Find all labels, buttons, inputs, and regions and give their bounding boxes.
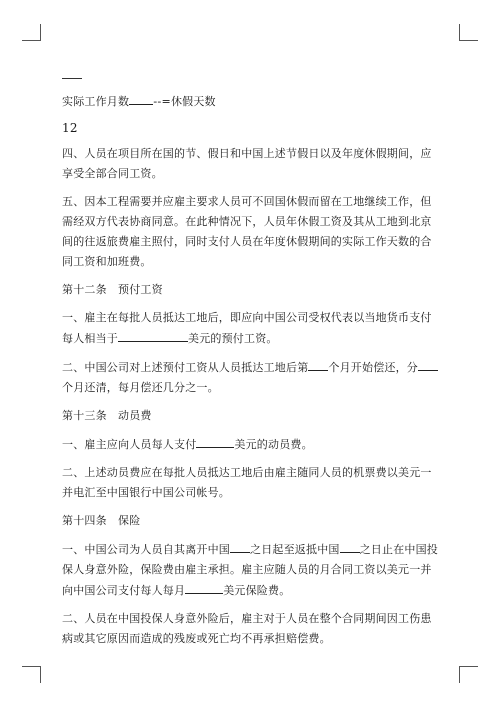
crop-mark-top-left-h bbox=[22, 40, 40, 41]
document-body bbox=[62, 60, 442, 657]
crop-mark-top-left-v bbox=[40, 24, 41, 41]
blank-field bbox=[196, 434, 234, 448]
clause-text: 美元的预付工资。 bbox=[188, 332, 278, 345]
fraction-rule bbox=[62, 78, 82, 79]
clause-text: 一、雇主应向人员每人支付 bbox=[62, 438, 197, 451]
paragraph-5: 五、因本工程需要并应雇主要求人员可不回国休假而留在工地继续工作，但需经双方代表协商同意。在此种情况下，人员年休假工资及其从工地到北京间的往返旅费雇主照付，同时支付人员在年度休假期间的实际工作天数的合同工资和加班费。 bbox=[62, 195, 432, 268]
denominator-number: 12 bbox=[62, 121, 78, 135]
blank-field bbox=[118, 328, 188, 342]
paragraph-4: 四、人员在项目所在国的节、假日和中国上述节假日以及年度休假期间，应享受全部合同工资。 bbox=[62, 147, 432, 180]
clause-text: 一、中国公司为人员自其离开中国 bbox=[62, 543, 230, 556]
article-13-heading: 第十三条 动员费 bbox=[62, 409, 152, 422]
blank-field bbox=[129, 91, 153, 105]
clause-text: 之日起至返抵中国 bbox=[250, 543, 340, 556]
blank-field bbox=[308, 357, 328, 371]
blank-field bbox=[418, 357, 438, 371]
crop-mark-top-right-h bbox=[460, 40, 478, 41]
clause-text: 一、雇主在每批人员抵达工地后，即应向中国公司受权代表以当地货币支付每人相当于 bbox=[62, 311, 432, 345]
formula-text-2: --=休假天数 bbox=[153, 95, 216, 108]
clause-text: 美元保险费。 bbox=[223, 584, 291, 597]
article-12-clause-2 bbox=[62, 357, 442, 398]
clause-text: 之日止在中国投保人身意外险，保险费由雇主承担。雇主应随人员的月合同工资以美元一并向中国公司支付每人每月 bbox=[62, 543, 439, 597]
article-13-clause-1 bbox=[62, 434, 442, 455]
blank-field bbox=[185, 580, 223, 594]
crop-mark-bottom-left-v bbox=[40, 666, 41, 683]
blank-field bbox=[230, 539, 250, 553]
formula-text: 实际工作月数 bbox=[62, 95, 130, 108]
clause-text: 个月开始偿还，分 bbox=[328, 361, 419, 374]
clause-text: 二、中国公司对上述预付工资从人员抵达工地后第 bbox=[62, 361, 309, 374]
crop-mark-bottom-right-v bbox=[459, 666, 460, 683]
crop-mark-bottom-right-h bbox=[460, 666, 478, 667]
clause-text: 美元的动员费。 bbox=[234, 438, 313, 451]
article-14-clause-1 bbox=[62, 539, 442, 601]
article-14-heading: 第十四条 保险 bbox=[62, 514, 141, 527]
crop-mark-top-right-v bbox=[459, 24, 460, 41]
formula-line bbox=[62, 91, 442, 112]
article-12-clause-1 bbox=[62, 308, 442, 349]
article-14-clause-2: 二、人员在中国投保人身意外险后，雇主对于人员在整个合同期间因工伤患病或其它原因而造成的残废或死亡均不再承担赔偿费。 bbox=[62, 612, 432, 645]
blank-field bbox=[340, 539, 360, 553]
article-13-clause-2: 二、上述动员费应在每批人员抵达工地后由雇主随同人员的机票费以美元一并电汇至中国银行中国公司帐号。 bbox=[62, 466, 432, 499]
clause-text: 个月还清，每月偿还几分之一。 bbox=[62, 381, 219, 394]
article-12-heading: 第十二条 预付工资 bbox=[62, 283, 163, 296]
crop-mark-bottom-left-h bbox=[22, 666, 40, 667]
